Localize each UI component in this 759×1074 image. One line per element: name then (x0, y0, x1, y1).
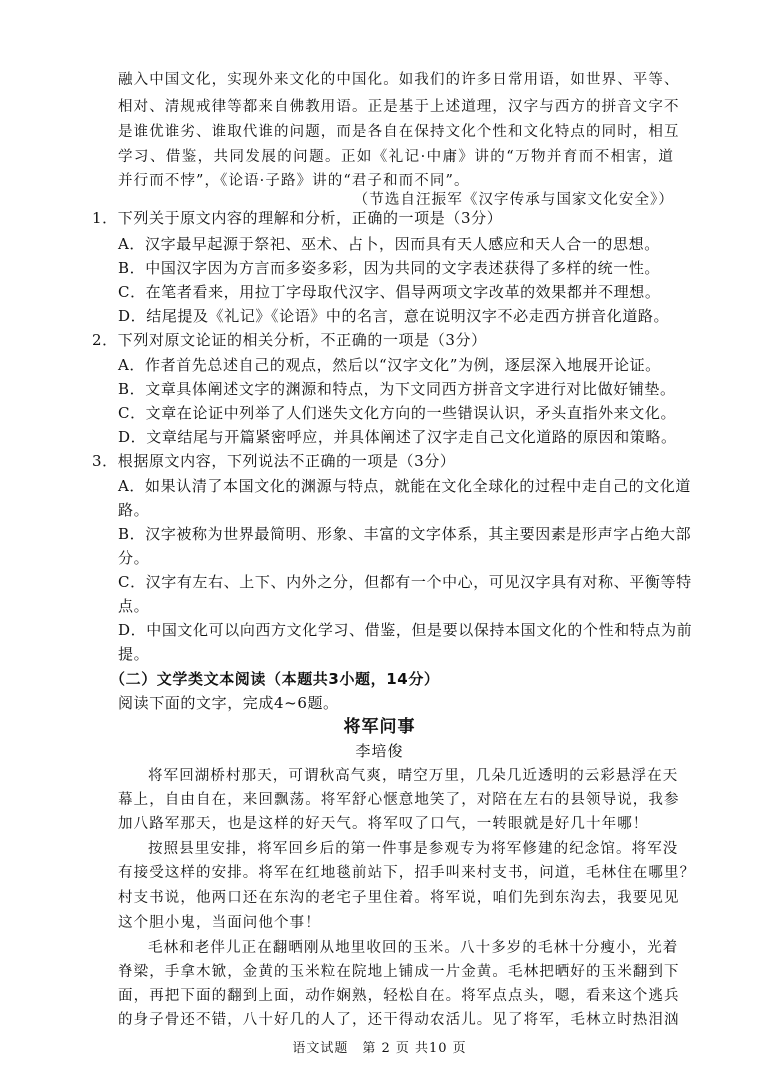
question-option: B．汉字被称为世界最简明、形象、丰富的文字体系，其主要因素是形声字占绝大部 (118, 525, 692, 543)
question-option: A．汉字最早起源于祭祀、巫术、占卜，因而具有天人感应和天人合一的思想。 (118, 235, 660, 253)
question-option-continued: 点。 (118, 597, 150, 615)
passage-line: 是谁优谁劣、谁取代谁的问题，而是各自在保持文化个性和文化特点的同时，相互 (118, 124, 680, 140)
question-option: D．文章结尾与开篇紧密呼应，并具体阐述了汉字走自己文化道路的原因和策略。 (118, 428, 677, 446)
passage-line: 相对、清规戒律等都来自佛教用语。正是基于上述道理，汉字与西方的拼音文字不 (118, 99, 680, 115)
question-option-continued: 路。 (118, 501, 150, 519)
story-line: 有接受这样的安排。将军在红地毯前站下，招手叫来村支书，问道，毛林住在哪里？ (118, 865, 696, 881)
source-citation: （节选自汪振军《汉字传承与国家文化安全》） (353, 192, 674, 208)
passage-line: 融入中国文化，实现外来文化的中国化。如我们的许多日常用语，如世界、平等、 (118, 72, 680, 88)
question-option: B．中国汉字因为方言而多姿多彩，因为共同的文字表述获得了多样的统一性。 (118, 259, 661, 277)
question-stem: 1．下列关于原文内容的理解和分析，正确的一项是（3分） (92, 209, 503, 227)
question-option: A．如果认清了本国文化的渊源与特点，就能在文化全球化的过程中走自己的文化道 (118, 477, 692, 495)
question-option: C．在笔者看来，用拉丁字母取代汉字、倡导两项文字改革的效果都并不理想。 (118, 283, 661, 301)
story-line: 这个胆小鬼，当面问他个事！ (118, 915, 321, 931)
story-line: 幕上，自由自在，来回飘荡。将军舒心惬意地笑了，对陪在左右的县领导说，我参 (118, 792, 680, 808)
story-line: 加八路军那天，也是这样的好天气。将军叹了口气，一转眼就是好几十年哪！ (118, 816, 649, 832)
question-option: D．结尾提及《礼记》《论语》中的名言，意在说明汉字不必走西方拼音化道路。 (118, 307, 670, 325)
story-line: 面，再把下面的翻到上面，动作娴熟，轻松自在。将军点点头，嗯，看来这个逃兵 (118, 988, 680, 1004)
story-line: 将军回湖桥村那天，可谓秋高气爽，晴空万里，几朵几近透明的云彩悬浮在天 (148, 768, 679, 784)
question-stem: 3．根据原文内容，下列说法不正确的一项是（3分） (92, 452, 456, 470)
question-option-continued: 分。 (118, 549, 150, 567)
story-line: 的身子骨还不错，八十好几的人了，还干得动农活儿。见了将军，毛林立时热泪汹 (118, 1012, 680, 1028)
story-line: 脊梁，手拿木锨，金黄的玉米粒在院地上铺成一片金黄。毛林把晒好的玉米翻到下 (118, 964, 680, 980)
question-option: A．作者首先总述自己的观点，然后以“汉字文化”为例，逐层深入地展开论证。 (118, 356, 661, 374)
section-heading: （二）文学类文本阅读（本题共3小题，14分） (110, 670, 440, 688)
story-author: 李培俊 (355, 742, 404, 760)
story-line: 村支书说，他两口还在东沟的老宅子里住着。将军说，咱们先到东沟去，我要见见 (118, 890, 680, 906)
story-line: 毛林和老伴儿正在翻晒刚从地里收回的玉米。八十多岁的毛林十分瘦小，光着 (148, 940, 679, 956)
question-stem: 2．下列对原文论证的相关分析，不正确的一项是（3分） (92, 331, 487, 349)
passage-line: 并行而不悖”，《论语·子路》讲的“君子和而不同”。 (118, 173, 470, 189)
question-option: C．汉字有左右、上下、内外之分，但都有一个中心，可见汉字具有对称、平衡等特 (118, 573, 692, 591)
question-option-continued: 提。 (118, 645, 150, 663)
question-option: B．文章具体阐述文字的渊源和特点，为下文同西方拼音文字进行对比做好铺垫。 (118, 380, 676, 398)
story-title: 将军问事 (343, 717, 416, 737)
passage-line: 学习、借鉴，共同发展的问题。正如《礼记·中庸》讲的“万物并育而不相害，道 (118, 149, 674, 165)
question-option: D．中国文化可以向西方文化学习、借鉴，但是要以保持本国文化的个性和特点为前 (118, 621, 693, 639)
page-footer: 语文试题 第 2 页 共10 页 (292, 1041, 467, 1056)
section-instruction: 阅读下面的文字，完成4~6题。 (118, 694, 339, 712)
story-line: 按照县里安排，将军回乡后的第一件事是参观专为将军修建的纪念馆。将军没 (148, 841, 679, 857)
question-option: C．文章在论证中列举了人们迷失文化方向的一些错误认识，矛头直指外来文化。 (118, 404, 677, 422)
